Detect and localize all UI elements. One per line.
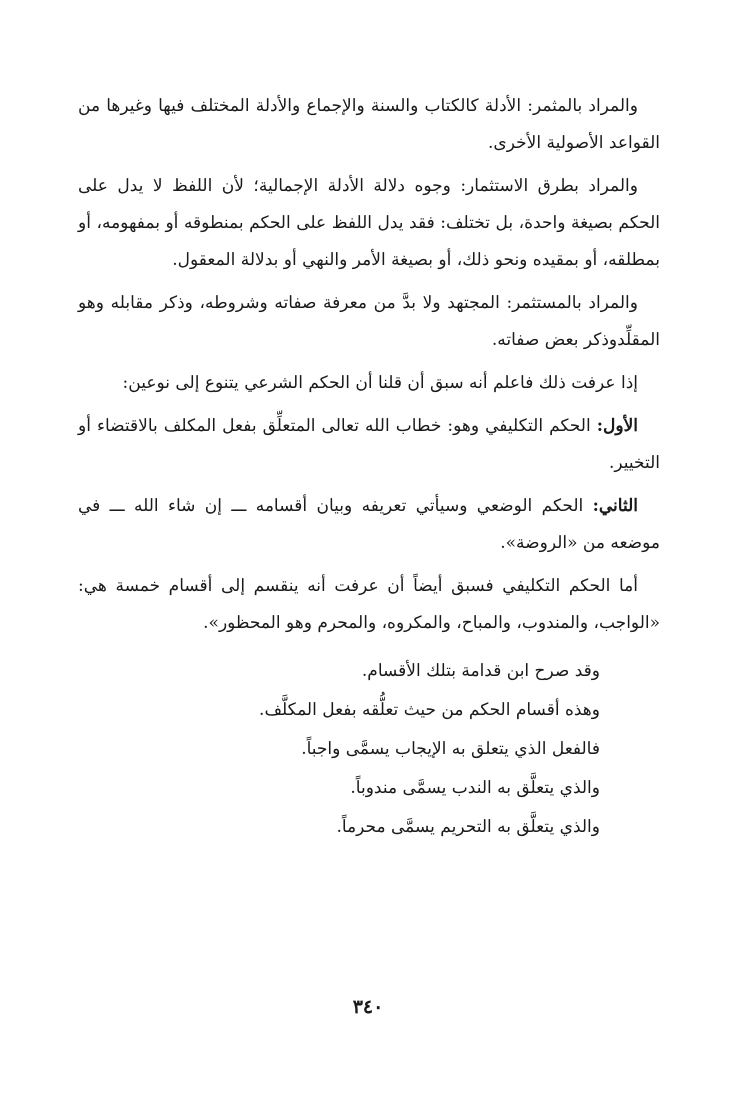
page-number: ٣٤٠ bbox=[352, 996, 384, 1018]
paragraph-text: أما الحكم التكليفي فسبق أيضاً أن عرفت أنه ينقسم إلى أقسام خمسة هي: «الواجب، والمندوب، والمباح، والمكروه، والمحرم وهو المحظور». bbox=[78, 576, 660, 633]
list-line: والذي يتعلَّق به التحريم يسمَّى محرماً. bbox=[336, 817, 600, 837]
paragraph-lead: الثاني: bbox=[592, 496, 638, 516]
paragraph-text: إذا عرفت ذلك فاعلم أنه سبق أن قلنا أن الحكم الشرعي يتنوع إلى نوعين: bbox=[122, 373, 638, 393]
paragraph-muthmir bbox=[78, 88, 660, 162]
page-body bbox=[78, 88, 660, 847]
paragraph-istithmar bbox=[78, 168, 660, 279]
list-line: والذي يتعلَّق به الندب يسمَّى مندوباً. bbox=[350, 778, 600, 798]
paragraph-lead: الأول: bbox=[596, 416, 638, 436]
categories-list bbox=[78, 652, 660, 847]
paragraph-second-type bbox=[78, 488, 660, 562]
paragraph-mustathmir bbox=[78, 285, 660, 359]
list-line: وهذه أقسام الحكم من حيث تعلُّقه بفعل المكلَّف. bbox=[259, 700, 600, 720]
paragraph-text: والمراد بالمستثمر: المجتهد ولا بدَّ من معرفة صفاته وشروطه، وذكر مقابله وهو المقلِّدوذكر بعض صفاته. bbox=[78, 293, 660, 350]
list-line: فالفعل الذي يتعلق به الإيجاب يسمَّى واجباً. bbox=[301, 739, 600, 759]
paragraph-text: الحكم الوضعي وسيأتي تعريفه وبيان أقسامه ـــ إن شاء الله ـــ في موضعه من «الروضة». bbox=[78, 496, 660, 553]
paragraph-first-type bbox=[78, 408, 660, 482]
list-line: وقد صرح ابن قدامة بتلك الأقسام. bbox=[361, 661, 600, 681]
paragraph-text: والمراد بالمثمر: الأدلة كالكتاب والسنة والإجماع والأدلة المختلف فيها وغيرها من القواعد الأصولية الأخرى. bbox=[78, 96, 660, 153]
paragraph-text: والمراد بطرق الاستثمار: وجوه دلالة الأدلة الإجمالية؛ لأن اللفظ لا يدل على الحكم بصيغة واحدة، بل تختلف: فقد يدل اللفظ على الحكم بمنطوقه أو بمفهومه، أو بمطلقه، أو بمقيده ونحو ذلك، أو بصيغة الأمر والنهي أو بدلالة المعقول. bbox=[78, 176, 660, 270]
paragraph-hukm-types bbox=[78, 365, 660, 402]
paragraph-text: الحكم التكليفي وهو: خطاب الله تعالى المتعلِّق بفعل المكلف بالاقتضاء أو التخيير. bbox=[78, 416, 660, 473]
paragraph-five-categories bbox=[78, 568, 660, 642]
